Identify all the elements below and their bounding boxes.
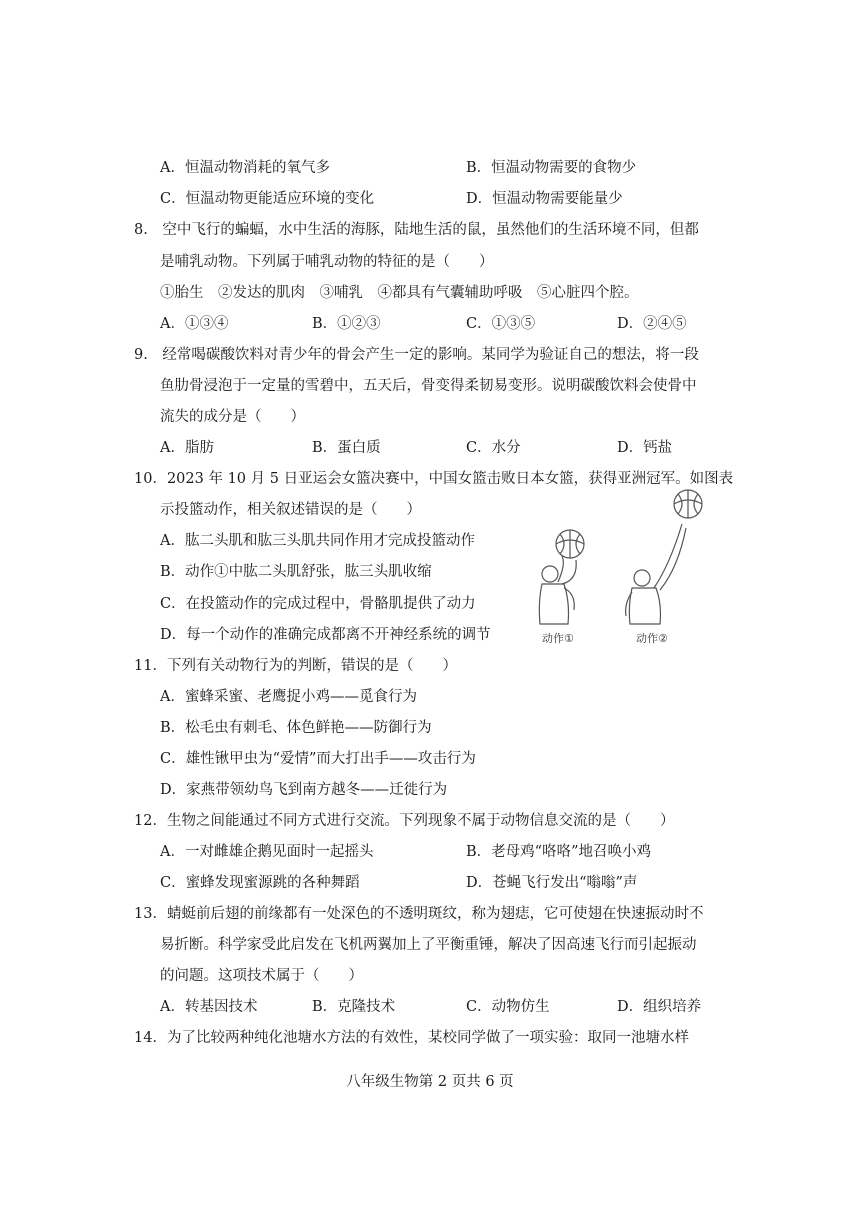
q13-stem-line1: 13．蜻蜓前后翅的前缘都有一处深色的不透明斑纹，称为翅痣，它可使翅在快速振动时不 [134,906,704,922]
q13-stem-line2: 易折断。科学家受此启发在飞机两翼加上了平衡重锤，解决了因高速飞行而引起振动 [160,937,697,953]
figure-label-action1: 动作① [542,632,574,645]
q11-option-d: D．家燕带领幼鸟飞到南方越冬——迁徙行为 [160,782,448,798]
q11-option-c: C．雄性锹甲虫为“爱情”而大打出手——攻击行为 [160,751,476,767]
basketball-illustration [520,484,736,650]
q12-option-a: A．一对雌雄企鹅见面时一起摇头 [160,844,374,860]
q9-stem-line2: 鱼肋骨浸泡于一定量的雪碧中，五天后，骨变得柔韧易变形。说明碳酸饮料会使骨中 [160,378,697,394]
player-head-icon [634,570,650,586]
q9-option-d: D．钙盐 [617,440,673,456]
q9-option-a: A．脂肪 [160,440,214,456]
q8-stem-line3: ①胎生 ②发达的肌肉 ③哺乳 ④都具有气囊辅助呼吸 ⑤心脏四个腔。 [160,285,639,301]
q9-stem-line3: 流失的成分是（ ） [160,409,305,425]
q14-stem-line1: 14．为了比较两种纯化池塘水方法的有效性，某校同学做了一项实验：取同一池塘水样 [134,1030,689,1046]
q10-option-b: B．动作①中肱二头肌舒张，肱三头肌收缩 [160,564,432,580]
q8-option-b: B．①②③ [312,316,381,332]
q8-option-a: A．①③④ [160,316,229,332]
q9-stem-line1: 9. 经常喝碳酸饮料对青少年的骨会产生一定的影响。某同学为验证自己的想法，将一段 [134,347,699,363]
q7-option-a: A．恒温动物消耗的氧气多 [160,160,330,176]
q13-option-c: C．动物仿生 [466,999,550,1015]
q8-option-d: D．②④⑤ [617,316,687,332]
q10-option-c: C．在投篮动作的完成过程中，骨骼肌提供了动力 [160,596,476,612]
q10-stem-line2: 示投篮动作，相关叙述错误的是（ ） [160,502,421,518]
q10-option-a: A．肱二头肌和肱三头肌共同作用才完成投篮动作 [160,533,475,549]
q10-stem-line1: 10．2023 年 10 月 5 日亚运会女篮决赛中，中国女篮击败日本女篮，获得亚洲冠军。如图表 [134,471,734,487]
q11-stem-line1: 11．下列有关动物行为的判断，错误的是（ ） [134,658,457,674]
q13-option-a: A．转基因技术 [160,999,258,1015]
basketball-shooting-figure [520,484,736,650]
q7-option-b: B．恒温动物需要的食物少 [466,160,637,176]
q12-option-b: B．老母鸡“咯咯”地召唤小鸡 [466,844,651,860]
page-footer: 八年级生物第 2 页共 6 页 [346,1074,514,1090]
q10-option-d: D．每一个动作的准确完成都离不开神经系统的调节 [160,627,491,643]
q7-option-c: C．恒温动物更能适应环境的变化 [160,191,375,207]
q13-option-b: B．克隆技术 [312,999,396,1015]
q11-option-a: A．蜜蜂采蜜、老鹰捉小鸡——觅食行为 [160,689,417,705]
q8-stem-line1: 8. 空中飞行的蝙蝠，水中生活的海豚，陆地生活的鼠，虽然他们的生活环境不同，但都 [134,222,699,238]
q8-stem-line2: 是哺乳动物。下列属于哺乳动物的特征的是（ ） [160,254,494,270]
figure-label-action2: 动作② [636,632,668,645]
q11-option-b: B．松毛虫有刺毛、体色鲜艳——防御行为 [160,720,432,736]
q9-option-c: C．水分 [466,440,521,456]
q12-option-d: D．苍蝇飞行发出“嗡嗡”声 [466,875,638,891]
player-head-icon [542,566,558,582]
q8-option-c: C．①③⑤ [466,316,536,332]
q13-option-d: D．组织培养 [617,999,702,1015]
q13-stem-line3: 的问题。这项技术属于（ ） [160,968,363,984]
q12-stem-line1: 12．生物之间能通过不同方式进行交流。下列现象不属于动物信息交流的是（ ） [134,813,675,829]
q9-option-b: B．蛋白质 [312,440,381,456]
q12-option-c: C．蜜蜂发现蜜源跳的各种舞蹈 [160,875,360,891]
q7-option-d: D．恒温动物需要能量少 [466,191,623,207]
